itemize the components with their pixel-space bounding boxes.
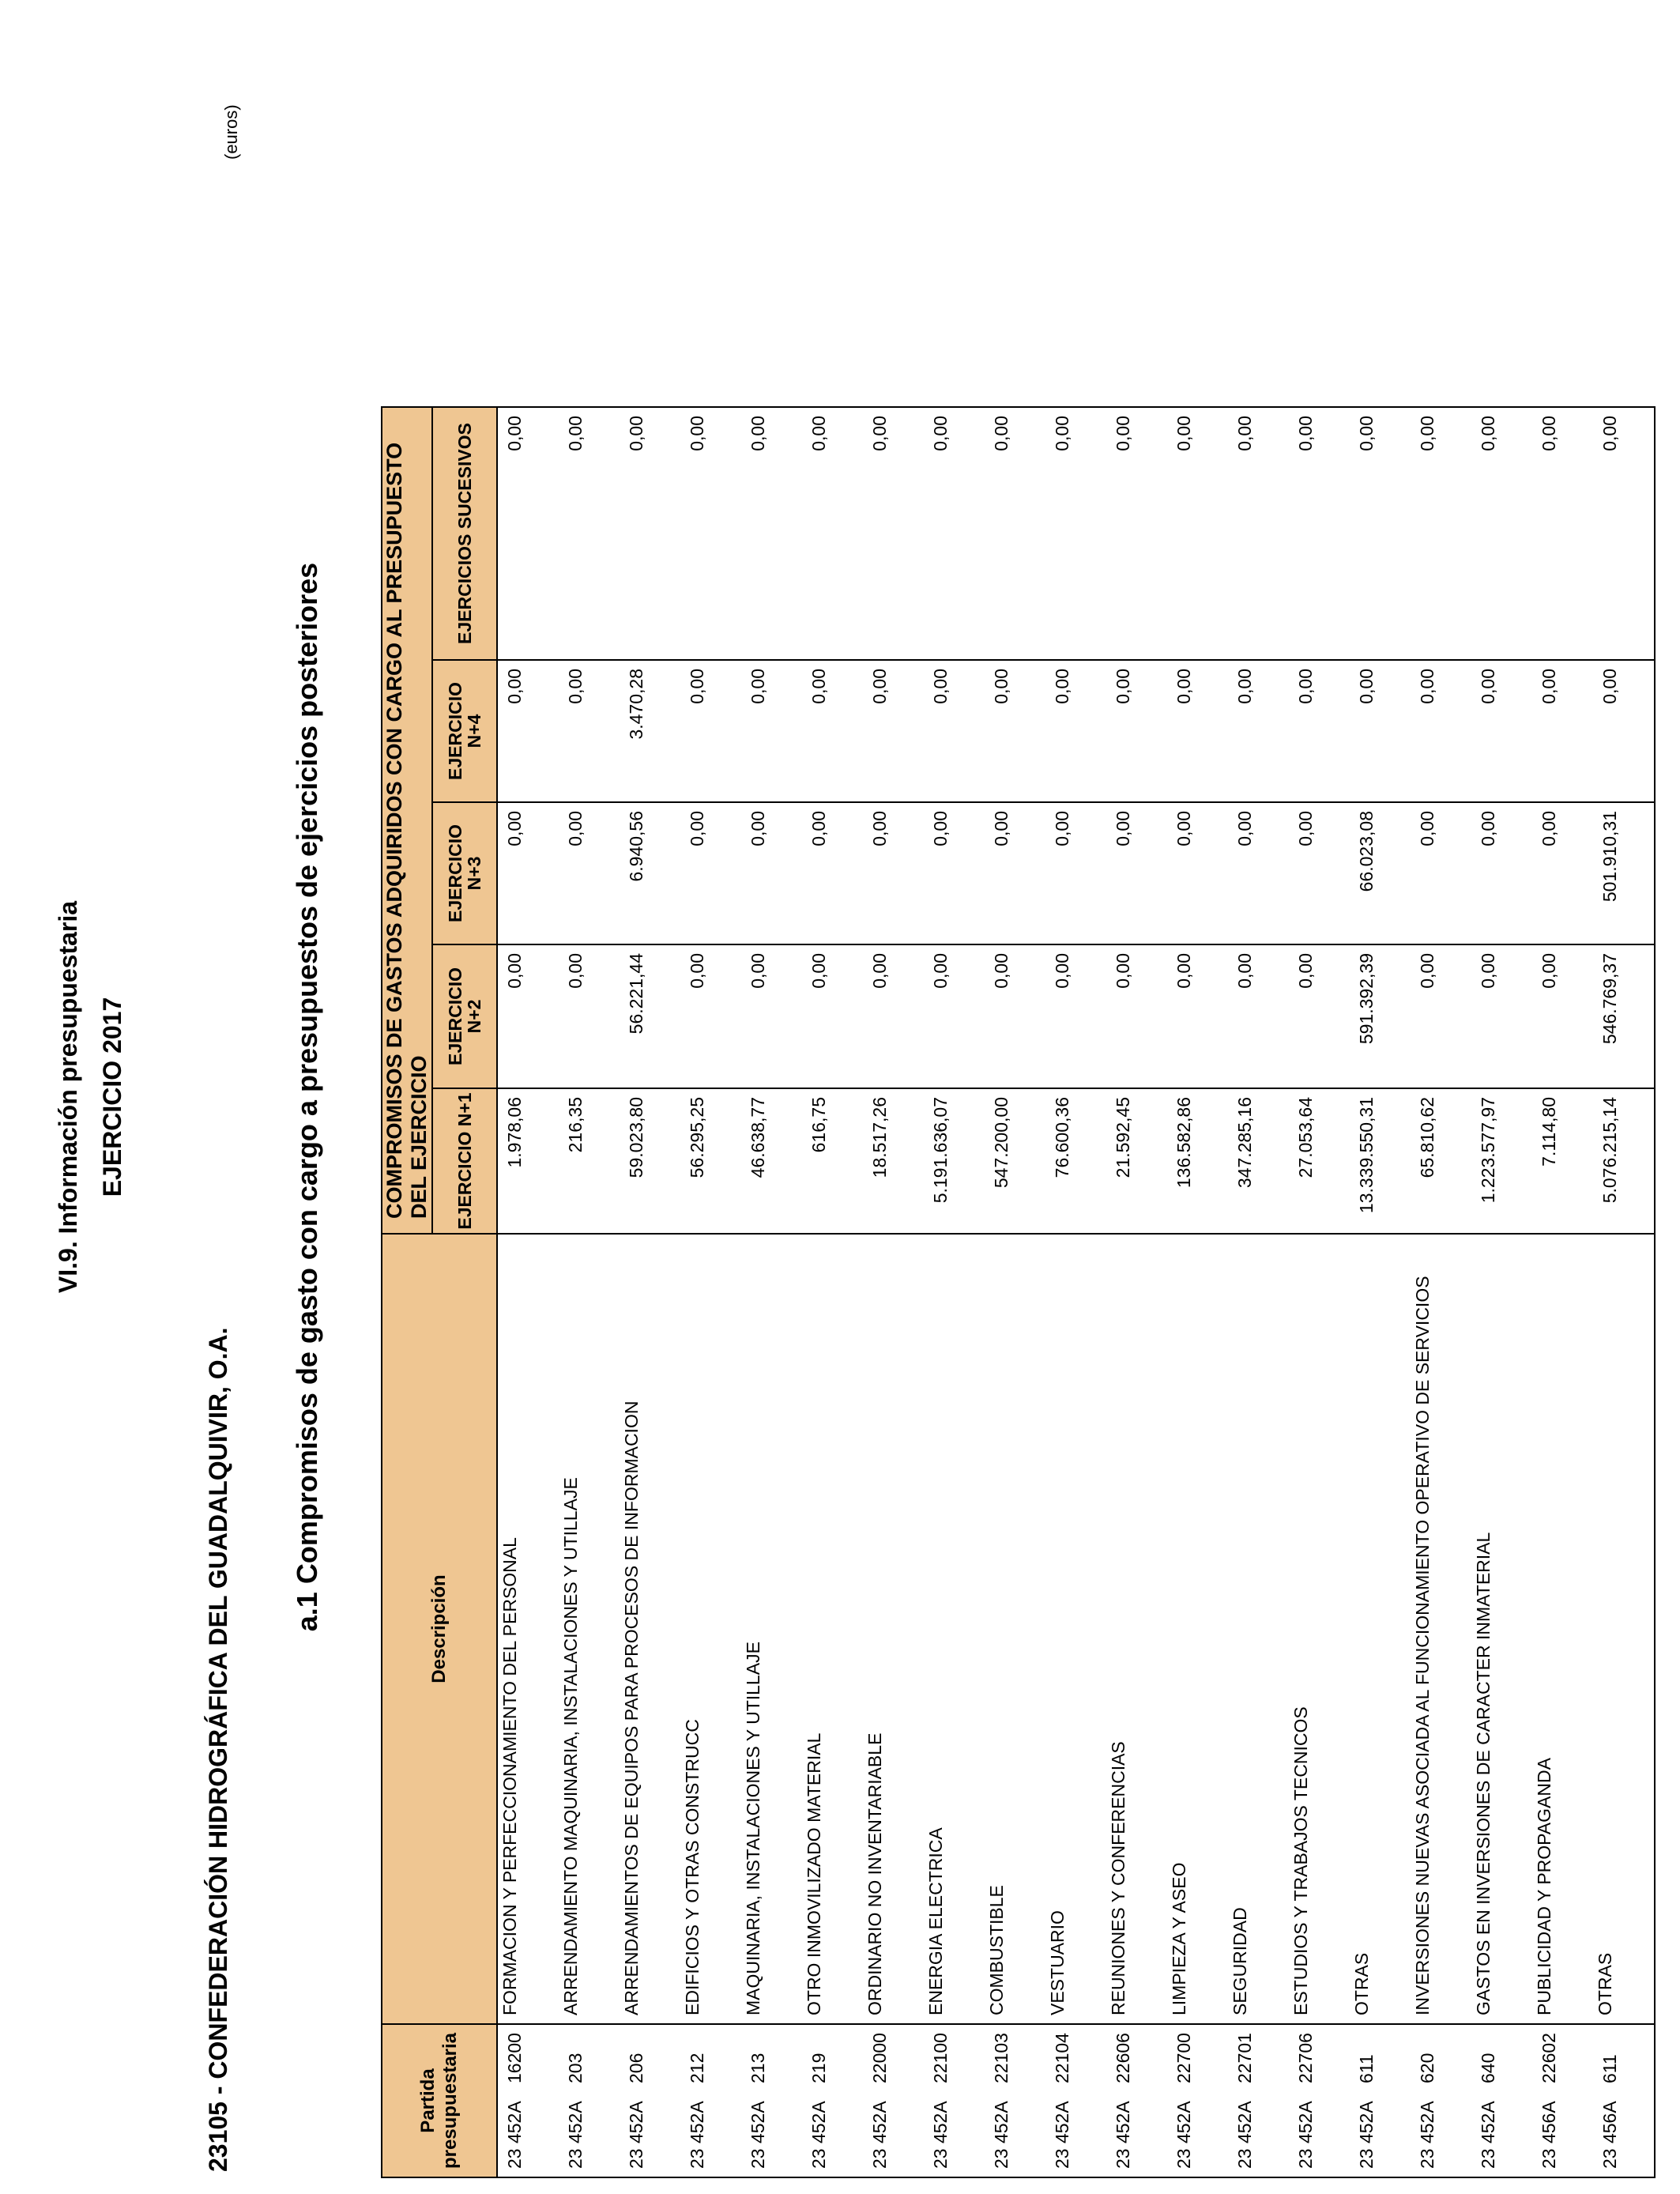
table-row bbox=[1106, 407, 1167, 2177]
partida-program: 23 452A bbox=[565, 2101, 586, 2169]
table-row bbox=[1593, 407, 1655, 2177]
partida-concept: 22103 bbox=[991, 2033, 1011, 2083]
n4-cell: 0,00 bbox=[497, 660, 559, 802]
sucesivos-cell: 0,00 bbox=[1045, 407, 1106, 660]
sucesivos-cell: 0,00 bbox=[1106, 407, 1167, 660]
n1-cell: 65.810,62 bbox=[1411, 1088, 1471, 1234]
partida-cell bbox=[1167, 2024, 1228, 2177]
header-n3: EJERCICIO N+3 bbox=[432, 802, 497, 944]
table-body bbox=[497, 407, 1655, 2177]
description-cell: SEGURIDAD bbox=[1228, 1234, 1289, 2024]
partida-concept: 22100 bbox=[930, 2033, 951, 2083]
n3-cell: 0,00 bbox=[1471, 802, 1532, 944]
header-descripcion: Descripción bbox=[382, 1234, 497, 2024]
n1-cell: 1.978,06 bbox=[497, 1088, 559, 1234]
n4-cell: 0,00 bbox=[680, 660, 741, 802]
n2-cell: 546.769,37 bbox=[1593, 944, 1655, 1088]
partida-concept: 620 bbox=[1417, 2053, 1437, 2083]
sucesivos-cell: 0,00 bbox=[1350, 407, 1411, 660]
partida-program: 23 452A bbox=[1052, 2101, 1072, 2169]
partida-cell bbox=[1350, 2024, 1411, 2177]
table-row bbox=[1045, 407, 1106, 2177]
partida-concept: 22104 bbox=[1052, 2033, 1072, 2083]
partida-cell bbox=[1471, 2024, 1532, 2177]
sucesivos-cell: 0,00 bbox=[1411, 407, 1471, 660]
report-title: VI.9. Información presupuestaria bbox=[54, 900, 82, 1294]
description-cell: VESTUARIO bbox=[1045, 1234, 1106, 2024]
n1-cell: 5.191.636,07 bbox=[924, 1088, 985, 1234]
partida-cell bbox=[497, 2024, 559, 2177]
n4-cell: 0,00 bbox=[802, 660, 863, 802]
table-row bbox=[741, 407, 802, 2177]
partida-concept: 611 bbox=[1356, 2054, 1377, 2083]
partida-cell bbox=[802, 2024, 863, 2177]
n3-cell: 501.910,31 bbox=[1593, 802, 1655, 944]
partida-program: 23 452A bbox=[626, 2101, 646, 2169]
n3-cell: 0,00 bbox=[1106, 802, 1167, 944]
partida-concept: 22606 bbox=[1113, 2033, 1133, 2083]
partida-cell bbox=[985, 2024, 1045, 2177]
n3-cell: 0,00 bbox=[802, 802, 863, 944]
description-cell: ESTUDIOS Y TRABAJOS TECNICOS bbox=[1289, 1234, 1350, 2024]
description-cell: GASTOS EN INVERSIONES DE CARACTER INMATERIAL bbox=[1471, 1234, 1532, 2024]
table-row bbox=[802, 407, 863, 2177]
header-n4: EJERCICIO N+4 bbox=[432, 660, 497, 802]
partida-program: 23 452A bbox=[1478, 2101, 1498, 2169]
commitments-table bbox=[381, 406, 1656, 2178]
header-group: COMPROMISOS DE GASTOS ADQUIRIDOS CON CARGO AL PRESUPUESTO DEL EJERCICIO bbox=[382, 407, 432, 1234]
partida-concept: 22602 bbox=[1539, 2033, 1559, 2083]
partida-cell bbox=[924, 2024, 985, 2177]
n4-cell: 0,00 bbox=[559, 660, 620, 802]
n2-cell: 0,00 bbox=[741, 944, 802, 1088]
sucesivos-cell: 0,00 bbox=[924, 407, 985, 660]
description-cell: COMBUSTIBLE bbox=[985, 1234, 1045, 2024]
sucesivos-cell: 0,00 bbox=[802, 407, 863, 660]
partida-cell bbox=[1228, 2024, 1289, 2177]
n3-cell: 0,00 bbox=[985, 802, 1045, 944]
table-row bbox=[863, 407, 924, 2177]
n4-cell: 0,00 bbox=[1045, 660, 1106, 802]
partida-program: 23 452A bbox=[748, 2101, 768, 2169]
n1-cell: 616,75 bbox=[802, 1088, 863, 1234]
n2-cell: 0,00 bbox=[863, 944, 924, 1088]
header-sucesivos: EJERCICIOS SUCESIVOS bbox=[432, 407, 497, 660]
n1-cell: 27.053,64 bbox=[1289, 1088, 1350, 1234]
n2-cell: 0,00 bbox=[802, 944, 863, 1088]
n3-cell: 66.023,08 bbox=[1350, 802, 1411, 944]
n3-cell: 0,00 bbox=[1289, 802, 1350, 944]
n1-cell: 18.517,26 bbox=[863, 1088, 924, 1234]
sucesivos-cell: 0,00 bbox=[1167, 407, 1228, 660]
partida-concept: 203 bbox=[565, 2053, 586, 2083]
partida-concept: 22700 bbox=[1173, 2033, 1194, 2083]
n1-cell: 216,35 bbox=[559, 1088, 620, 1234]
description-cell: ARRENDAMIENTOS DE EQUIPOS PARA PROCESOS DE INFORMACION bbox=[620, 1234, 680, 2024]
sucesivos-cell: 0,00 bbox=[1228, 407, 1289, 660]
description-cell: PUBLICIDAD Y PROPAGANDA bbox=[1532, 1234, 1593, 2024]
n3-cell: 0,00 bbox=[1532, 802, 1593, 944]
header-n1: EJERCICIO N+1 bbox=[432, 1088, 497, 1234]
sucesivos-cell: 0,00 bbox=[680, 407, 741, 660]
organism-name: 23105 - CONFEDERACIÓN HIDROGRÁFICA DEL GUADALQUIVIR, O.A. bbox=[204, 1327, 232, 2172]
table-row bbox=[1532, 407, 1593, 2177]
n1-cell: 56.295,25 bbox=[680, 1088, 741, 1234]
n2-cell: 0,00 bbox=[1471, 944, 1532, 1088]
table-row bbox=[1228, 407, 1289, 2177]
n1-cell: 13.339.550,31 bbox=[1350, 1088, 1411, 1234]
partida-program: 23 452A bbox=[687, 2101, 707, 2169]
partida-program: 23 452A bbox=[1173, 2101, 1194, 2169]
description-cell: FORMACION Y PERFECCIONAMIENTO DEL PERSONAL bbox=[497, 1234, 559, 2024]
n4-cell: 0,00 bbox=[924, 660, 985, 802]
description-cell: ENERGIA ELECTRICA bbox=[924, 1234, 985, 2024]
table-row bbox=[1167, 407, 1228, 2177]
partida-cell bbox=[1593, 2024, 1655, 2177]
sucesivos-cell: 0,00 bbox=[497, 407, 559, 660]
header-partida: Partida presupuestaria bbox=[382, 2024, 497, 2177]
table-row bbox=[680, 407, 741, 2177]
n2-cell: 0,00 bbox=[1045, 944, 1106, 1088]
sucesivos-cell: 0,00 bbox=[559, 407, 620, 660]
n4-cell: 0,00 bbox=[1593, 660, 1655, 802]
header-n2: EJERCICIO N+2 bbox=[432, 944, 497, 1088]
table-row bbox=[620, 407, 680, 2177]
n1-cell: 547.200,00 bbox=[985, 1088, 1045, 1234]
n1-cell: 46.638,77 bbox=[741, 1088, 802, 1234]
description-cell: INVERSIONES NUEVAS ASOCIADA AL FUNCIONAMIENTO OPERATIVO DE SERVICIOS bbox=[1411, 1234, 1471, 2024]
n2-cell: 0,00 bbox=[1106, 944, 1167, 1088]
n3-cell: 6.940,56 bbox=[620, 802, 680, 944]
partida-concept: 22706 bbox=[1295, 2033, 1316, 2083]
partida-program: 23 456A bbox=[1539, 2101, 1559, 2169]
n4-cell: 0,00 bbox=[1106, 660, 1167, 802]
sucesivos-cell: 0,00 bbox=[741, 407, 802, 660]
n4-cell: 0,00 bbox=[1289, 660, 1350, 802]
partida-concept: 212 bbox=[687, 2053, 707, 2083]
n2-cell: 0,00 bbox=[1289, 944, 1350, 1088]
n3-cell: 0,00 bbox=[559, 802, 620, 944]
n1-cell: 76.600,36 bbox=[1045, 1088, 1106, 1234]
n4-cell: 0,00 bbox=[863, 660, 924, 802]
n2-cell: 0,00 bbox=[1167, 944, 1228, 1088]
n4-cell: 0,00 bbox=[1167, 660, 1228, 802]
partida-cell bbox=[620, 2024, 680, 2177]
n1-cell: 7.114,80 bbox=[1532, 1088, 1593, 1234]
section-title: a.1 Compromisos de gasto con cargo a presupuestos de ejercicios posteriores bbox=[291, 562, 323, 1632]
description-cell: OTRO INMOVILIZADO MATERIAL bbox=[802, 1234, 863, 2024]
description-cell: EDIFICIOS Y OTRAS CONSTRUCC bbox=[680, 1234, 741, 2024]
table-row bbox=[1350, 407, 1411, 2177]
description-cell: OTRAS bbox=[1593, 1234, 1655, 2024]
table-row bbox=[1411, 407, 1471, 2177]
partida-cell bbox=[559, 2024, 620, 2177]
n2-cell: 591.392,39 bbox=[1350, 944, 1411, 1088]
sucesivos-cell: 0,00 bbox=[1289, 407, 1350, 660]
partida-concept: 611 bbox=[1599, 2054, 1620, 2083]
n3-cell: 0,00 bbox=[680, 802, 741, 944]
description-cell: REUNIONES Y CONFERENCIAS bbox=[1106, 1234, 1167, 2024]
n4-cell: 3.470,28 bbox=[620, 660, 680, 802]
n3-cell: 0,00 bbox=[863, 802, 924, 944]
n1-cell: 59.023,80 bbox=[620, 1088, 680, 1234]
report-year: EJERCICIO 2017 bbox=[98, 997, 126, 1197]
n3-cell: 0,00 bbox=[741, 802, 802, 944]
n2-cell: 0,00 bbox=[924, 944, 985, 1088]
partida-concept: 640 bbox=[1478, 2053, 1498, 2083]
n1-cell: 5.076.215,14 bbox=[1593, 1088, 1655, 1234]
partida-program: 23 452A bbox=[1234, 2101, 1255, 2169]
partida-program: 23 456A bbox=[1599, 2101, 1620, 2169]
sucesivos-cell: 0,00 bbox=[620, 407, 680, 660]
description-cell: ARRENDAMIENTO MAQUINARIA, INSTALACIONES Y UTILLAJE bbox=[559, 1234, 620, 2024]
n4-cell: 0,00 bbox=[1471, 660, 1532, 802]
partida-concept: 22701 bbox=[1234, 2033, 1255, 2083]
sucesivos-cell: 0,00 bbox=[863, 407, 924, 660]
sucesivos-cell: 0,00 bbox=[1532, 407, 1593, 660]
table-row bbox=[924, 407, 985, 2177]
n1-cell: 21.592,45 bbox=[1106, 1088, 1167, 1234]
n3-cell: 0,00 bbox=[497, 802, 559, 944]
partida-program: 23 452A bbox=[930, 2101, 951, 2169]
table-row bbox=[1289, 407, 1350, 2177]
sucesivos-cell: 0,00 bbox=[985, 407, 1045, 660]
partida-concept: 206 bbox=[626, 2053, 646, 2083]
sucesivos-cell: 0,00 bbox=[1471, 407, 1532, 660]
partida-cell bbox=[863, 2024, 924, 2177]
n1-cell: 347.285,16 bbox=[1228, 1088, 1289, 1234]
partida-cell bbox=[1045, 2024, 1106, 2177]
n4-cell: 0,00 bbox=[985, 660, 1045, 802]
description-cell: LIMPIEZA Y ASEO bbox=[1167, 1234, 1228, 2024]
description-cell: OTRAS bbox=[1350, 1234, 1411, 2024]
partida-program: 23 452A bbox=[1113, 2101, 1133, 2169]
partida-cell bbox=[1532, 2024, 1593, 2177]
n3-cell: 0,00 bbox=[1167, 802, 1228, 944]
n4-cell: 0,00 bbox=[1228, 660, 1289, 802]
table-row bbox=[985, 407, 1045, 2177]
n2-cell: 0,00 bbox=[1228, 944, 1289, 1088]
n2-cell: 0,00 bbox=[1411, 944, 1471, 1088]
n2-cell: 0,00 bbox=[497, 944, 559, 1088]
n3-cell: 0,00 bbox=[1228, 802, 1289, 944]
partida-cell bbox=[1289, 2024, 1350, 2177]
partida-program: 23 452A bbox=[1356, 2101, 1377, 2169]
n2-cell: 0,00 bbox=[1532, 944, 1593, 1088]
sucesivos-cell: 0,00 bbox=[1593, 407, 1655, 660]
description-cell: ORDINARIO NO INVENTARIABLE bbox=[863, 1234, 924, 2024]
partida-program: 23 452A bbox=[1417, 2101, 1437, 2169]
units-label: (euros) bbox=[221, 104, 241, 160]
partida-program: 23 452A bbox=[504, 2101, 525, 2169]
table-row bbox=[559, 407, 620, 2177]
partida-program: 23 452A bbox=[808, 2101, 829, 2169]
n1-cell: 1.223.577,97 bbox=[1471, 1088, 1532, 1234]
n3-cell: 0,00 bbox=[1045, 802, 1106, 944]
partida-cell bbox=[1106, 2024, 1167, 2177]
partida-concept: 16200 bbox=[504, 2033, 525, 2083]
table-row bbox=[1471, 407, 1532, 2177]
n2-cell: 56.221,44 bbox=[620, 944, 680, 1088]
partida-cell bbox=[1411, 2024, 1471, 2177]
n2-cell: 0,00 bbox=[985, 944, 1045, 1088]
partida-concept: 22000 bbox=[869, 2033, 890, 2083]
partida-program: 23 452A bbox=[869, 2101, 890, 2169]
n4-cell: 0,00 bbox=[1532, 660, 1593, 802]
partida-cell bbox=[741, 2024, 802, 2177]
n3-cell: 0,00 bbox=[1411, 802, 1471, 944]
n4-cell: 0,00 bbox=[1411, 660, 1471, 802]
partida-program: 23 452A bbox=[991, 2101, 1011, 2169]
description-cell: MAQUINARIA, INSTALACIONES Y UTILLAJE bbox=[741, 1234, 802, 2024]
n4-cell: 0,00 bbox=[741, 660, 802, 802]
n1-cell: 136.582,86 bbox=[1167, 1088, 1228, 1234]
partida-concept: 219 bbox=[808, 2053, 829, 2083]
n2-cell: 0,00 bbox=[559, 944, 620, 1088]
n3-cell: 0,00 bbox=[924, 802, 985, 944]
partida-program: 23 452A bbox=[1295, 2101, 1316, 2169]
n4-cell: 0,00 bbox=[1350, 660, 1411, 802]
n2-cell: 0,00 bbox=[680, 944, 741, 1088]
partida-concept: 213 bbox=[748, 2053, 768, 2083]
table-row bbox=[497, 407, 559, 2177]
partida-cell bbox=[680, 2024, 741, 2177]
